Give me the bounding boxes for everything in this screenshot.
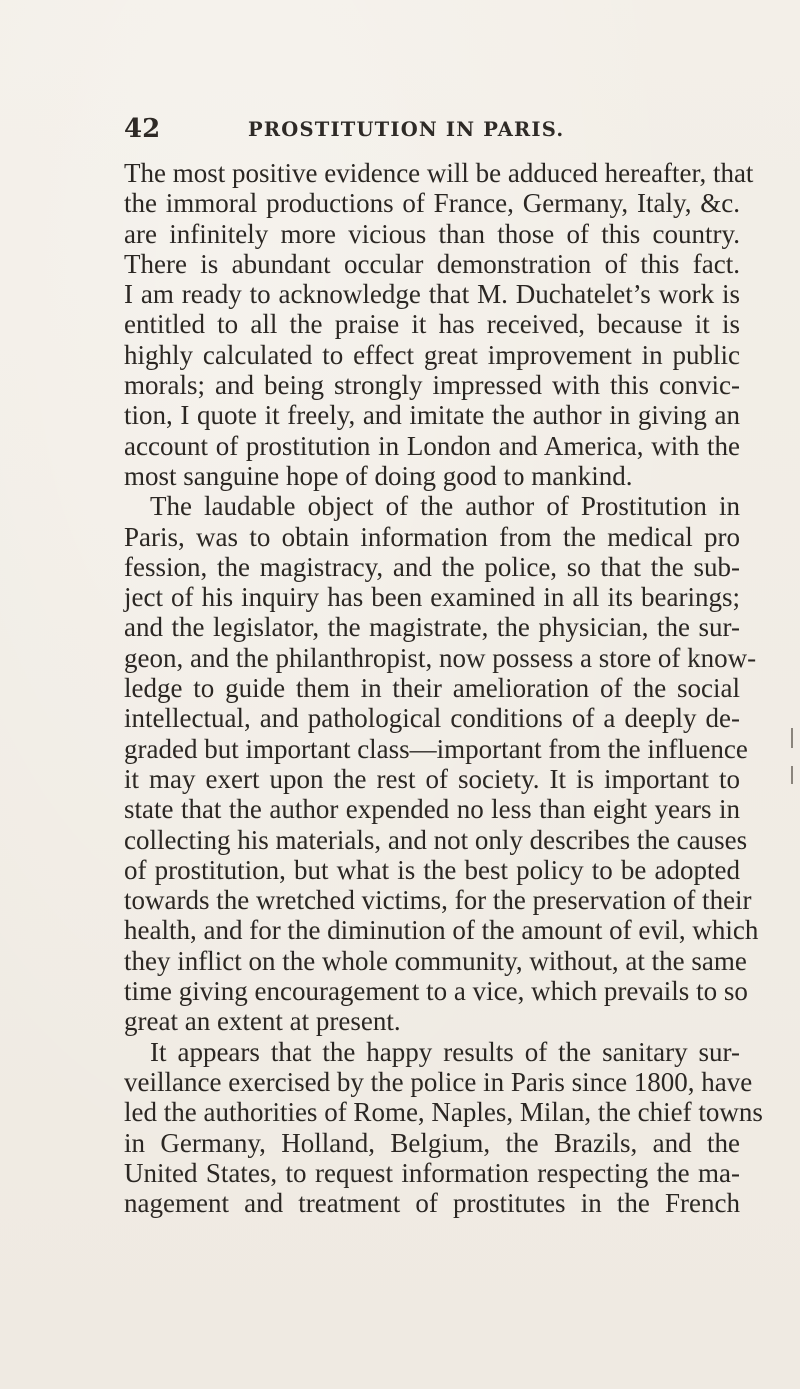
- text-line: most sanguine hope of doing good to mankind.: [124, 460, 633, 491]
- text-line: it may exert upon the rest of society. It is important to: [124, 763, 740, 794]
- text-line: There is abundant occular demonstration of this fact.: [124, 248, 740, 279]
- text-line: collecting his materials, and not only describes the causes: [124, 824, 748, 855]
- text-line: highly calculated to effect great improvement in public: [124, 339, 740, 370]
- text-line: time giving encouragement to a vice, which prevails to so: [124, 976, 748, 1007]
- running-head: PROSTITUTION IN PARIS.: [248, 118, 565, 141]
- text-line: geon, and the philanthropist, now possess a store of know-: [124, 642, 757, 673]
- text-line: morals; and being strongly impressed with this convic-: [124, 370, 740, 401]
- text-line: entitled to all the praise it has received, because it is: [124, 309, 740, 340]
- text-line: It appears that the happy results of the sanitary sur-: [150, 1036, 740, 1067]
- text-line: are infinitely more vicious than those of this country.: [124, 218, 740, 249]
- text-line: the immoral productions of France, Germany, Italy, &c.: [124, 188, 740, 219]
- text-line: towards the wretched victims, for the preservation of their: [124, 885, 752, 916]
- page-number: 42: [124, 114, 161, 144]
- text-line: fession, the magistracy, and the police, so that the sub-: [124, 551, 740, 582]
- text-line: United States, to request information respecting the ma-: [124, 1157, 740, 1188]
- text-line: tion, I quote it freely, and imitate the author in giving an: [124, 400, 740, 431]
- text-line: health, and for the diminution of the amount of evil, which: [124, 915, 759, 946]
- scan-artifact-mark: [791, 728, 793, 748]
- page-header: [124, 114, 736, 148]
- scan-artifact-mark: [791, 766, 793, 784]
- text-line: ledge to guide them in their amelioration of the social: [124, 673, 740, 704]
- text-line: graded but important class—important from the influence: [124, 733, 748, 764]
- text-line: led the authorities of Rome, Naples, Milan, the chief towns: [124, 1097, 763, 1128]
- text-line: in Germany, Holland, Belgium, the Brazils, and the: [124, 1127, 740, 1158]
- text-line: intellectual, and pathological conditions of a deeply de-: [124, 703, 740, 734]
- text-line: I am ready to acknowledge that M. Duchatelet’s work is: [124, 279, 740, 310]
- text-line: veillance exercised by the police in Paris since 1800, have: [124, 1066, 753, 1097]
- text-line: and the legislator, the magistrate, the physician, the sur-: [124, 612, 740, 643]
- text-line: account of prostitution in London and America, with the: [124, 430, 740, 461]
- text-line: The laudable object of the author of Prostitution in: [150, 491, 740, 522]
- text-line: Paris, was to obtain information from the medical pro: [124, 521, 740, 552]
- text-line: of prostitution, but what is the best policy to be adopted: [124, 854, 740, 885]
- text-line: great an extent at present.: [124, 1006, 401, 1037]
- body-text: [124, 158, 763, 1219]
- text-line: nagement and treatment of prostitutes in the French: [124, 1188, 740, 1219]
- text-line: they inflict on the whole community, without, at the same: [124, 945, 747, 976]
- text-line: state that the author expended no less than eight years in: [124, 794, 740, 825]
- text-line: The most positive evidence will be adduced hereafter, that: [124, 158, 754, 188]
- text-line: ject of his inquiry has been examined in all its bearings;: [124, 582, 740, 613]
